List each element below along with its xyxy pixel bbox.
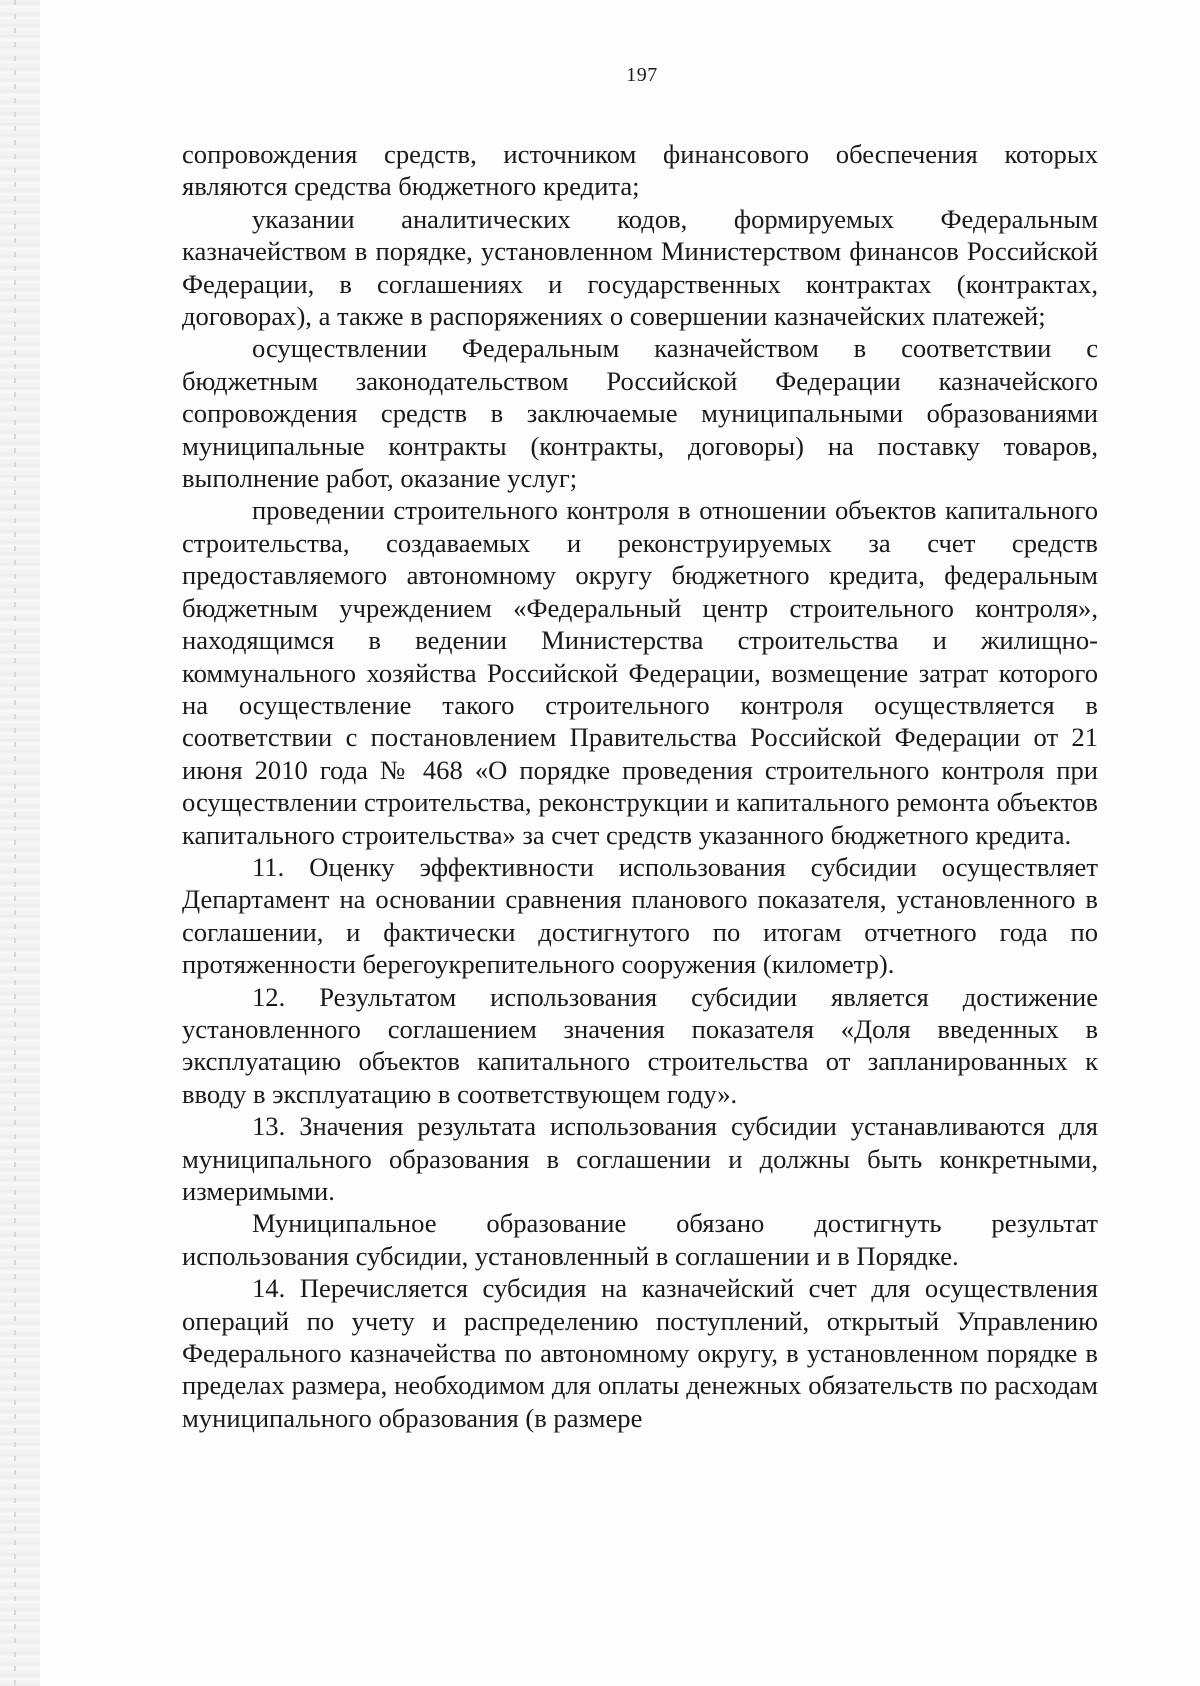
paragraph-municipal-obligation: Муниципальное образование обязано достигнуть результат использования субсидии, установленный в соглашении и в Порядке.	[182, 1208, 1098, 1271]
paragraph-item-13: 13. Значения результата использования субсидии устанавливаются для муниципального образования в соглашении и должны быть конкретными, измеримыми.	[182, 1111, 1098, 1206]
paragraph-construction-control: проведении строительного контроля в отношении объектов капитального строительства, создаваемых и реконструируемых за счет средств предоставляемого автономному округу бюджетного кредита, федеральным бюджетным учреждением «Федеральный центр строительного контроля», находящимся в ведении Министерства строительства и жилищно-коммунального хозяйства Российской Федерации, возмещение затрат которого на осуществление такого строительного контроля осуществляется в соответствии с постановлением Правительства Российской Федерации от 21 июня 2010 года № 468 «О порядке проведения строительного контроля при осуществлении строительства, реконструкции и капитального ремонта объектов капитального строительства» за счет средств указанного бюджетного кредита.	[182, 495, 1098, 850]
paragraph-analytic-codes: указании аналитических кодов, формируемых Федеральным казначейством в порядке, установленном Министерством финансов Российской Федерации, в соглашениях и государственных контрактах (контрактах, договорах), а также в распоряжениях о совершении казначейских платежей;	[182, 203, 1098, 332]
paragraph-continuation: сопровождения средств, источником финансового обеспечения которых являются средства бюджетного кредита;	[182, 139, 1098, 202]
paragraph-item-14: 14. Перечисляется субсидия на казначейский счет для осуществления операций по учету и распределению поступлений, открытый Управлению Федерального казначейства по автономному округу, в установленном порядке в пределах размера, необходимом для оплаты денежных обязательств по расходам муниципального образования (в размере	[182, 1273, 1098, 1433]
page-number: 197	[626, 64, 658, 86]
paragraph-item-11: 11. Оценку эффективности использования субсидии осуществляет Департамент на основании сравнения планового показателя, установленного в соглашении, и фактически достигнутого по итогам отчетного года по протяженности берегоукрепительного сооружения (километр).	[182, 851, 1098, 980]
paragraph-item-12: 12. Результатом использования субсидии является достижение установленного соглашением значения показателя «Доля введенных в эксплуатацию объектов капитального строительства от запланированных к вводу в эксплуатацию в соответствующем году».	[182, 981, 1098, 1109]
document-body	[182, 138, 1098, 1434]
scan-binding-edge	[0, 0, 40, 1686]
paragraph-treasury-support: осуществлении Федеральным казначейством в соответствии с бюджетным законодательством Российской Федерации казначейского сопровождения средств в заключаемые муниципальными образованиями муниципальные контракты (контракты, договоры) на поставку товаров, выполнение работ, оказание услуг;	[182, 333, 1098, 494]
